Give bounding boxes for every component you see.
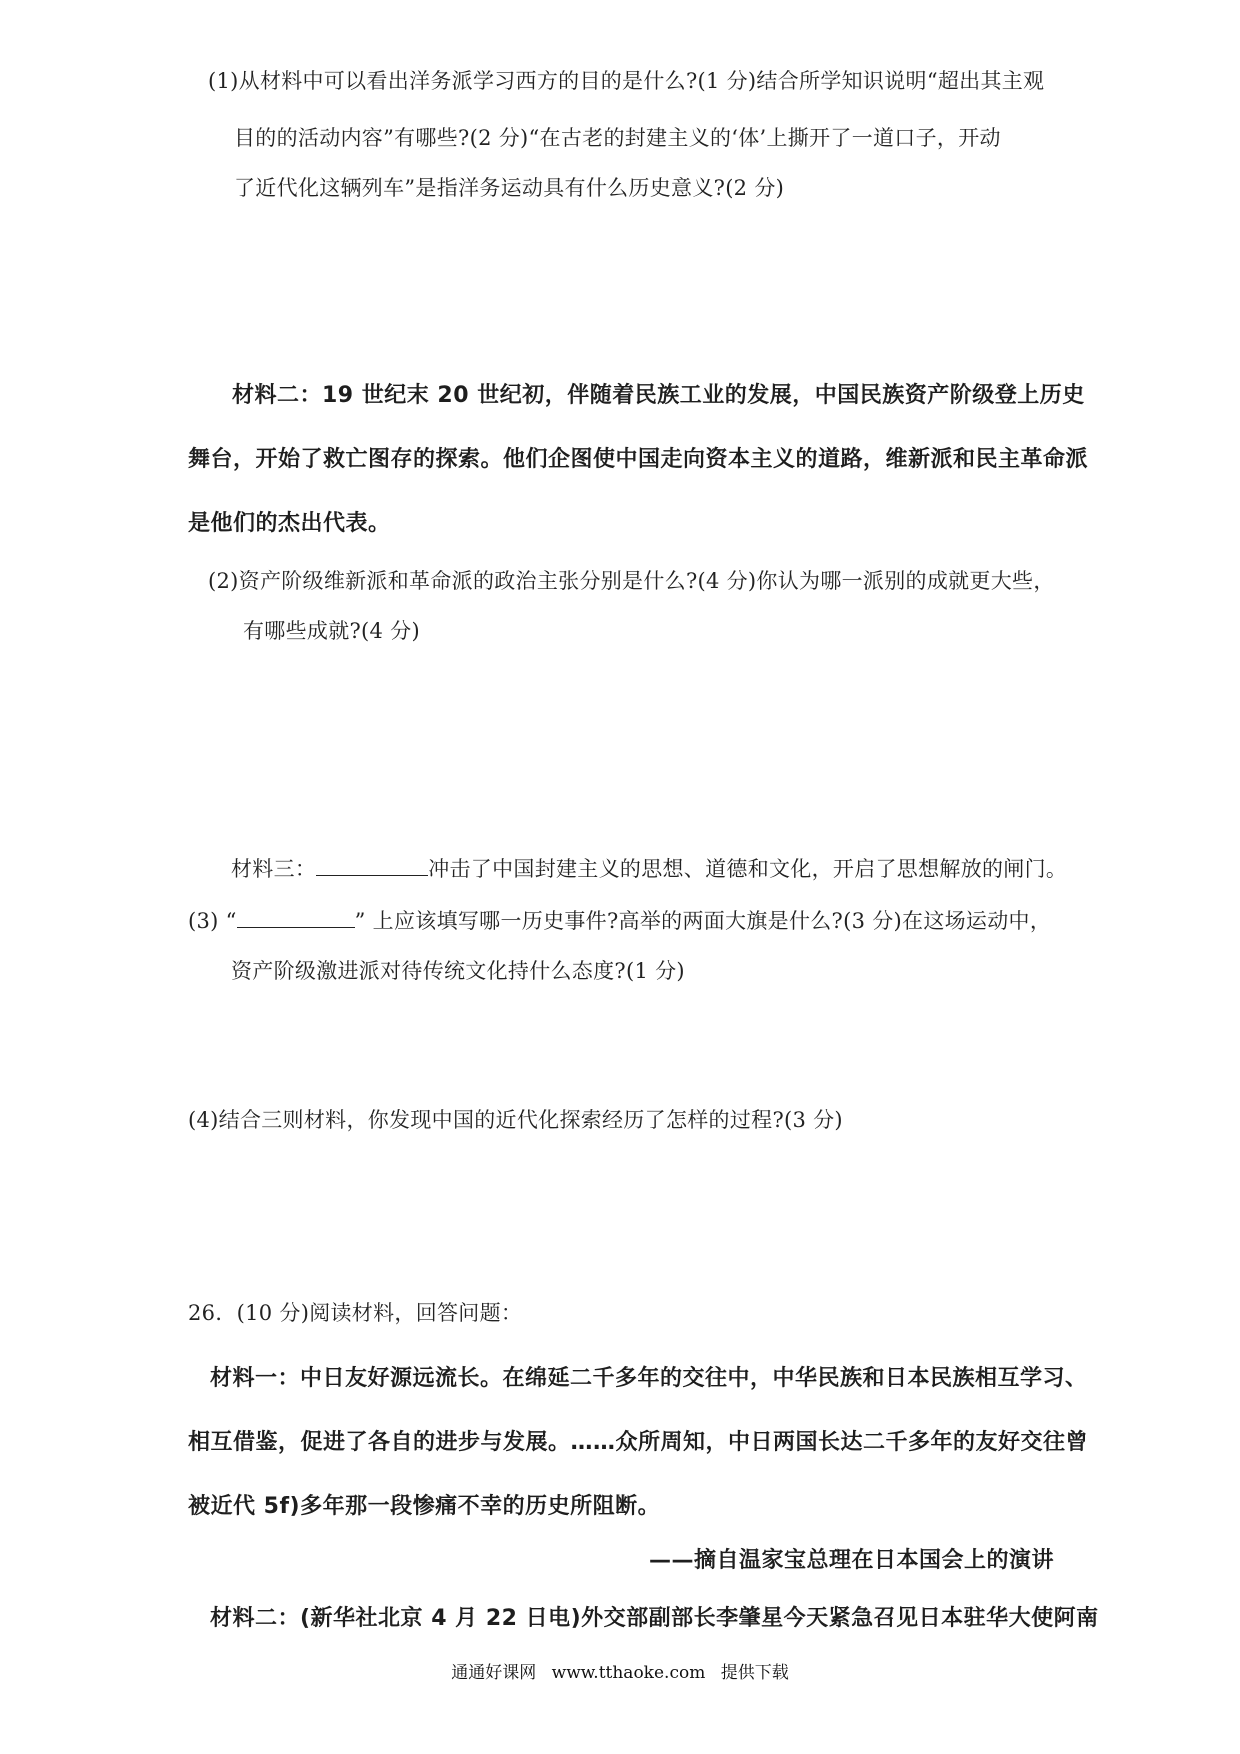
q3-prefix: (3) “ [188, 909, 237, 933]
material3-blank [316, 853, 428, 876]
material3-prefix: 材料三： [231, 857, 317, 881]
q2-line-1: (2)资产阶级维新派和革命派的政治主张分别是什么?(4 分)你认为哪一派别的成就更大些， [208, 569, 1055, 593]
q26-material1-line-1: 材料一：中日友好源远流长。在绵延二千多年的交往中，中华民族和日本民族相互学习、 [210, 1366, 1088, 1391]
q1-line-1: (1)从材料中可以看出洋务派学习西方的目的是什么?(1 分)结合所学知识说明“超出其主观 [208, 69, 1045, 93]
material2-line-3: 是他们的杰出代表。 [188, 511, 391, 536]
material3-line [231, 853, 1067, 884]
q1-line-2: 目的的活动内容”有哪些?(2 分)“在古老的封建主义的‘体’上撕开了一道口子，开动 [234, 126, 1001, 150]
q3-blank [237, 905, 355, 928]
q4-line: (4)结合三则材料，你发现中国的近代化探索经历了怎样的过程?(3 分) [188, 1108, 843, 1132]
q26-material1-line-3: 被近代 5f)多年那一段惨痛不幸的历史所阻断。 [188, 1494, 661, 1519]
material2-line-1: 材料二：19 世纪末 20 世纪初，伴随着民族工业的发展，中国民族资产阶级登上历史 [232, 383, 1085, 408]
q26-material1-line-2: 相互借鉴，促进了各自的进步与发展。……众所周知，中日两国长达二千多年的友好交往曾 [188, 1430, 1089, 1455]
q26-material2-line-1: 材料二：(新华社北京 4 月 22 日电)外交部副部长李肇星今天紧急召见日本驻华大使阿南 [210, 1606, 1099, 1631]
q3-line-2: 资产阶级激进派对待传统文化持什么态度?(1 分) [231, 959, 685, 983]
q26-heading: 26．(10 分)阅读材料，回答问题： [188, 1301, 523, 1325]
q3-suffix: ” 上应该填写哪一历史事件?高举的两面大旗是什么?(3 分)在这场运动中， [354, 909, 1052, 933]
footer-url[interactable]: www.tthaoke.com [551, 1663, 706, 1683]
footer-site-name: 通通好课网 [451, 1663, 537, 1683]
material3-suffix: 冲击了中国封建主义的思想、道德和文化，开启了思想解放的闸门。 [428, 857, 1068, 881]
q3-line-1 [188, 905, 1051, 936]
footer-note: 提供下载 [720, 1663, 789, 1683]
q26-source: ——摘自温家宝总理在日本国会上的演讲 [648, 1548, 1054, 1573]
page-footer [0, 1658, 1240, 1683]
q2-line-2: 有哪些成就?(4 分) [243, 619, 420, 643]
q1-line-3: 了近代化这辆列车”是指洋务运动具有什么历史意义?(2 分) [234, 176, 785, 200]
material2-line-2: 舞台，开始了救亡图存的探索。他们企图使中国走向资本主义的道路，维新派和民主革命派 [188, 447, 1089, 472]
